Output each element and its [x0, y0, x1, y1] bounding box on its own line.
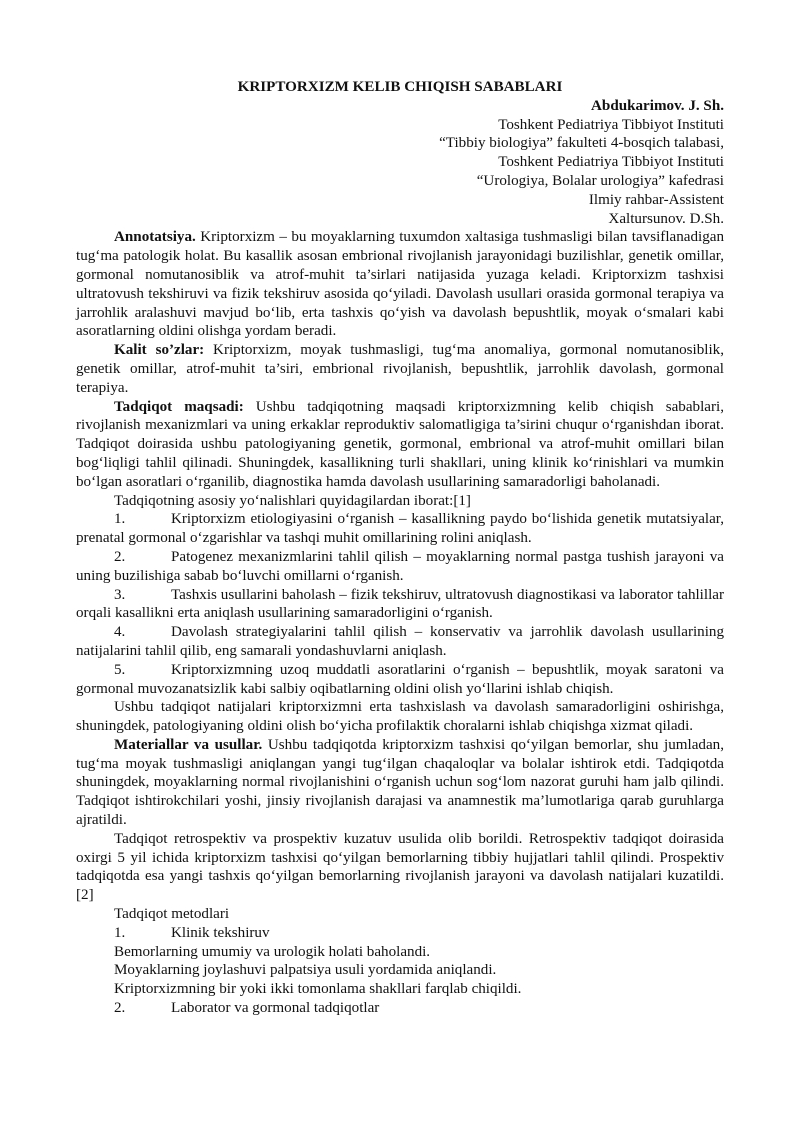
annotation-paragraph — [76, 228, 724, 341]
methods-paragraph — [76, 736, 724, 830]
method-number: 2. — [114, 1000, 126, 1017]
direction-number: 1. — [114, 511, 126, 528]
method-detail-line: Bemorlarning umumiy va urologik holati baholandi. — [114, 943, 431, 960]
direction-number: 3. — [114, 586, 126, 603]
keywords-text: Kriptorxizm, moyak tushmasligi, tug‘ma anomaliya, gormonal nomutanosiblik, genetik omillar, atrof-muhit ta’siri, embrional rivojlanish, bepushtlik, jarrohlik davolash, gormonal terapiya. — [76, 342, 725, 396]
direction-item — [76, 510, 724, 548]
direction-number: 5. — [114, 661, 126, 678]
results-paragraph: Ushbu tadqiqot natijalari kriptorxizmni erta tashxislash va davolash samaradorligini oshirishga, shuningdek, patologiyaning oldini olish bo‘yicha profilaktik choralarni ishlab chiqishga xizmat qiladi. — [76, 699, 724, 735]
methods-list-title: Tadqiqot metodlari — [114, 906, 230, 923]
paper-title: KRIPTORXIZM KELIB CHIQISH SABABLARI — [237, 79, 563, 95]
direction-item — [76, 661, 724, 699]
direction-text: Tashxis usullarini baholash – fizik tekshiruv, ultratovush diagnostikasi va laborator tahlillar orqali kasallikni erta aniqlash usullarining samaradorligini o‘rganish. — [76, 586, 724, 622]
direction-item — [76, 623, 724, 661]
method-detail-line: Moyaklarning joylashuvi palpatsiya usuli yordamida aniqlandi. — [114, 962, 497, 979]
affiliation-line: Toshkent Pediatriya Tibbiyot Instituti — [498, 116, 724, 133]
methods-label: Materiallar va usullar. — [114, 736, 263, 753]
direction-number: 4. — [114, 624, 126, 641]
method-text: Klinik tekshiruv — [171, 924, 270, 941]
supervisor-name: Xaltursunov. D.Sh. — [608, 210, 724, 227]
method-number: 1. — [114, 924, 126, 941]
methods-text: Ushbu tadqiqotda kriptorxizm tashxisi qo‘yilgan bemorlar, shu jumladan, tug‘ma moyak tushmasligi aniqlangan yangi tug‘ilgan chaqaloqlar va bolalar ishtirok etdi. Tadqiqotda shuningdek, moyaklarning normal rivojlanishini o‘rganish uchun sog‘lom nazorat guruhi ham jalb qilindi. Tadqiqot ishtirokchilari yoshi, jinsiy rivojlanish darajasi va anamnestik ma’lumotlariga qarab guruhlarga ajratildi. — [76, 736, 724, 829]
direction-item — [76, 548, 724, 586]
keywords-label: Kalit so’zlar: — [114, 342, 205, 359]
affiliation-line: “Tibbiy biologiya” fakulteti 4-bosqich talabasi, — [439, 135, 724, 152]
direction-number: 2. — [114, 548, 126, 565]
annotation-label: Annotatsiya. — [114, 229, 196, 246]
direction-item — [76, 586, 724, 624]
keywords-paragraph — [76, 341, 724, 397]
directions-intro: Tadqiqotning asosiy yo‘nalishlari quyidagilardan iborat:[1] — [114, 492, 471, 509]
direction-text: Kriptorxizmning uzoq muddatli asoratlarini o‘rganish – bepushtlik, moyak saratoni va gormonal muvozanatsizlik kabi salbiy oqibatlarning oldini olish yo‘llarini ishlab chiqish. — [76, 661, 724, 697]
method-item — [76, 924, 724, 943]
direction-text: Patogenez mexanizmlarini tahlil qilish – moyaklarning normal pastga tushish jarayoni va uning buzilishiga sabab bo‘luvchi omillarni o‘rganish. — [76, 548, 724, 584]
direction-text: Kriptorxizm etiologiyasini o‘rganish – kasallikning paydo bo‘lishida genetik mutatsiyalar, prenatal gormonal o‘zgarishlar va tashqi muhit omillarining rolini aniqlash. — [76, 511, 724, 547]
aim-paragraph — [76, 398, 724, 492]
affiliation-line: Toshkent Pediatriya Tibbiyot Instituti — [498, 154, 724, 171]
aim-label: Tadqiqot maqsadi: — [114, 398, 244, 415]
method-item — [76, 999, 724, 1018]
method-text: Laborator va gormonal tadqiqotlar — [171, 1000, 380, 1017]
aim-text: Ushbu tadqiqotning maqsadi kriptorxizmning kelib chiqish sabablari, rivojlanish mexanizmlari va uning erkaklar reproduktiv salomatligiga ta’sirini chuqur o‘rganishdan iborat. Tadqiqot doirasida ushbu patologiyaning genetik, gormonal, embrional va atrof-muhit omillari bilan bog‘liqligi tahlil qilinadi. Shuningdek, kasallikning turli shakllari, uning klinik ko‘rinishlari va mumkin bo‘lgan asoratlari o‘rganilib, diagnostika hamda davolash usullarining samaradorligi baholanadi. — [76, 398, 724, 490]
retrospective-paragraph: Tadqiqot retrospektiv va prospektiv kuzatuv usulida olib borildi. Retrospektiv tadqiqot doirasida oxirgi 5 yil ichida kriptorxizm tashxisi qo‘yilgan bemorlarning tibbiy hujjatlari tahlil qilindi. Prospektiv tadqiqotda esa yangi tashxis qo‘yilgan bemorlarning rivojlanish jarayoni va davolash natijalari kuzatildi.[2] — [76, 830, 724, 904]
direction-text: Davolash strategiyalarini tahlil qilish – konservativ va jarrohlik davolash usullarining natijalarini tahlil qilib, eng samarali yondashuvlarni aniqlash. — [76, 624, 724, 659]
supervisor-title: Ilmiy rahbar-Assistent — [588, 191, 724, 208]
method-detail-line: Kriptorxizmning bir yoki ikki tomonlama shakllari farqlab chiqildi. — [114, 981, 522, 998]
annotation-text: Kriptorxizm – bu moyaklarning tuxumdon xaltasiga tushmasligi bilan tavsiflanadigan tug‘ma patologik holat. Bu kasallik asosan embrional rivojlanish jarayonidagi buzilishlar, genetik omillar, gormonal nomutanosiblik va atrof-muhit ta’sirlari natijasida yuzaga keladi. Kriptorxizm tashxisi ultratovush tekshiruvi va fizik tekshiruv asosida qo‘yiladi. Davolash usullari orasida gormonal terapiya va jarrohlik aralashuvi mavjud bo‘lib, erta tashxis qo‘yish va davolash bepushtlik, moyak o‘smalari kabi asoratlarning oldini olishga yordam beradi. — [76, 229, 724, 340]
author-name: Abdukarimov. J. Sh. — [591, 97, 724, 114]
affiliation-line: “Urologiya, Bolalar urologiya” kafedrasi — [476, 172, 724, 189]
